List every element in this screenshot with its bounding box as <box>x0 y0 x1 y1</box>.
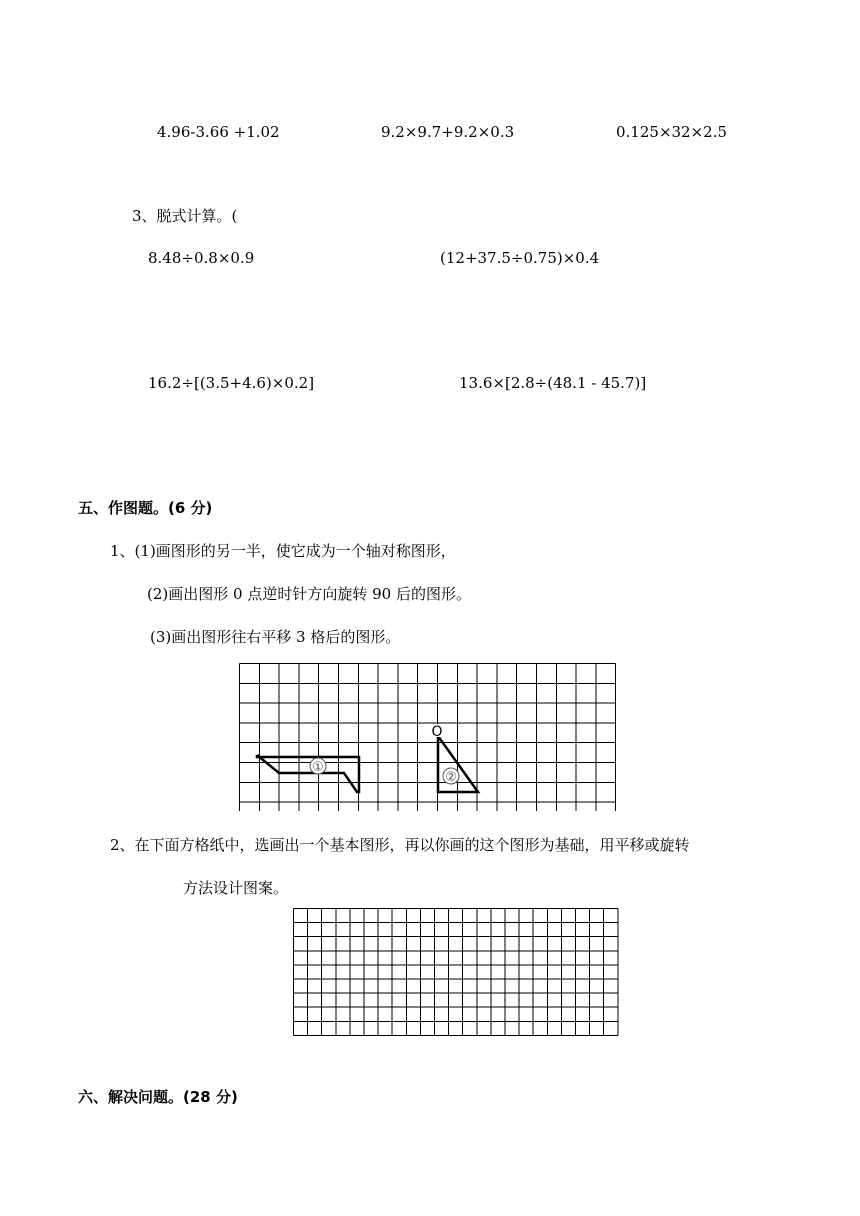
q3-item-4: 13.6×[2.8÷(48.1 - 45.7)] <box>459 374 647 392</box>
shape-1-label: ① <box>312 760 324 775</box>
drawing-grid-2[interactable] <box>293 908 619 1038</box>
calc-expression-1: 4.96-3.66 +1.02 <box>157 123 280 141</box>
calc-expression-3: 0.125×32×2.5 <box>616 123 728 141</box>
q1-line-3: (3)画出图形往右平移 3 格后的图形。 <box>150 628 401 646</box>
q1-line-2: (2)画出图形 0 点逆时针方向旋转 90 后的图形。 <box>147 585 471 603</box>
q2-line-2: 方法设计图案。 <box>183 879 289 897</box>
rotation-point-label: O <box>431 724 443 740</box>
drawing-grid-1[interactable] <box>239 663 618 811</box>
shape-2-label: ② <box>445 770 457 785</box>
q3-item-3: 16.2÷[(3.5+4.6)×0.2] <box>148 374 315 392</box>
q2-line-1: 2、在下面方格纸中，选画出一个基本图形，再以你画的这个图形为基础，用平移或旋转 <box>110 836 690 854</box>
q3-title: 3、脱式计算。( <box>132 207 238 225</box>
q1-line-1: 1、(1)画图形的另一半，使它成为一个轴对称图形， <box>110 542 456 560</box>
section6-title: 六、解决问题。(28 分) <box>78 1088 238 1106</box>
calc-expression-2: 9.2×9.7+9.2×0.3 <box>381 123 515 141</box>
shape-2-outline <box>438 736 478 792</box>
section5-title: 五、作图题。(6 分) <box>78 499 213 517</box>
q3-item-2: (12+37.5÷0.75)×0.4 <box>440 249 600 267</box>
shape-1-outline <box>257 755 359 792</box>
q3-item-1: 8.48÷0.8×0.9 <box>148 249 255 267</box>
